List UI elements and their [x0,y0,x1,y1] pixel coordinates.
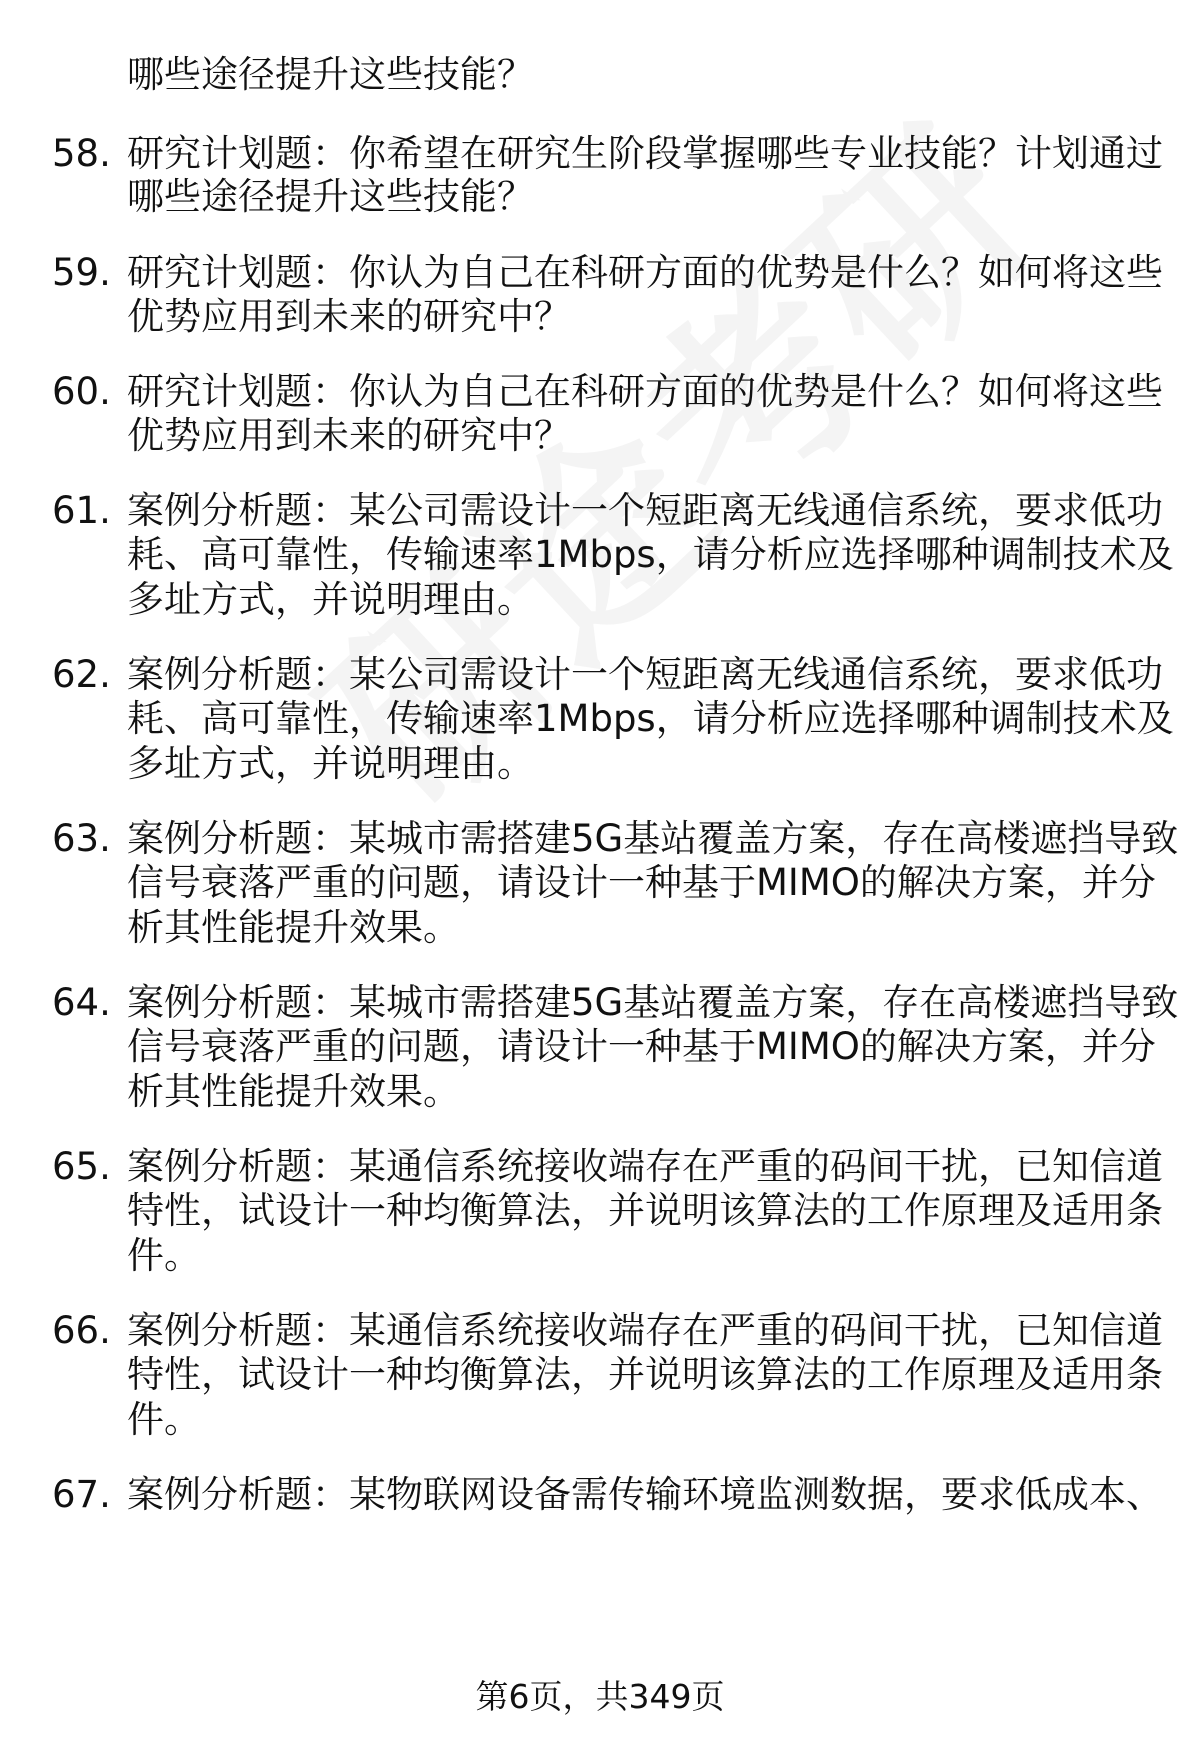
continuation-line [0,48,1200,102]
question-text: 案例分析题：某物联网设备需传输环境监测数据，要求低成本、 [127,1473,1163,1516]
question-number: 60. [52,370,111,413]
question-text: 案例分析题：某城市需搭建5G基站覆盖方案，存在高楼遮挡导致 [127,817,1179,860]
question-text: 特性，试设计一种均衡算法，并说明该算法的工作原理及适用条 [127,1189,1163,1232]
question-58-line-2 [0,170,1200,224]
question-text: 析其性能提升效果。 [127,906,460,949]
question-text: 析其性能提升效果。 [127,1070,460,1113]
question-text: 案例分析题：某公司需设计一个短距离无线通信系统，要求低功 [127,653,1163,696]
question-text: 优势应用到未来的研究中？ [127,414,571,457]
question-text: 优势应用到未来的研究中？ [127,295,571,338]
question-text: 研究计划题：你认为自己在科研方面的优势是什么？如何将这些 [127,251,1163,294]
question-text: 案例分析题：某公司需设计一个短距离无线通信系统，要求低功 [127,489,1163,532]
question-63-line-3 [0,901,1200,955]
item-text-line: 哪些途径提升这些技能？ [127,53,534,96]
question-text: 信号衰落严重的问题，请设计一种基于MIMO的解决方案，并分 [127,861,1156,904]
question-text: 特性，试设计一种均衡算法，并说明该算法的工作原理及适用条 [127,1353,1163,1396]
question-text: 研究计划题：你希望在研究生阶段掌握哪些专业技能？计划通过 [127,132,1163,175]
question-text: 多址方式，并说明理由。 [127,578,534,621]
question-text: 研究计划题：你认为自己在科研方面的优势是什么？如何将这些 [127,370,1163,413]
question-number: 66. [52,1309,111,1352]
question-65-line-3 [0,1229,1200,1283]
question-number: 58. [52,132,111,175]
question-number: 61. [52,489,111,532]
question-66-line-3 [0,1393,1200,1447]
question-number: 65. [52,1145,111,1188]
question-60-line-2 [0,409,1200,463]
page-footer: 第6页，共349页 [475,1677,725,1716]
question-text: 案例分析题：某通信系统接收端存在严重的码间干扰，已知信道 [127,1309,1163,1352]
question-text: 案例分析题：某通信系统接收端存在严重的码间干扰，已知信道 [127,1145,1163,1188]
question-text: 案例分析题：某城市需搭建5G基站覆盖方案，存在高楼遮挡导致 [127,981,1179,1024]
question-text: 耗、高可靠性，传输速率1Mbps，请分析应选择哪种调制技术及 [127,697,1174,740]
question-61-line-3 [0,573,1200,627]
question-62-line-3 [0,737,1200,791]
question-number: 67. [52,1473,111,1516]
question-number: 59. [52,251,111,294]
question-text: 信号衰落严重的问题，请设计一种基于MIMO的解决方案，并分 [127,1025,1156,1068]
question-text: 耗、高可靠性，传输速率1Mbps，请分析应选择哪种调制技术及 [127,533,1174,576]
question-text: 多址方式，并说明理由。 [127,742,534,785]
question-67-line-1 [0,1468,1200,1522]
question-59-line-2 [0,290,1200,344]
question-text: 件。 [127,1398,201,1441]
question-text: 件。 [127,1234,201,1277]
question-64-line-3 [0,1065,1200,1119]
question-number: 62. [52,653,111,696]
question-number: 64. [52,981,111,1024]
question-text: 哪些途径提升这些技能？ [127,175,534,218]
question-number: 63. [52,817,111,860]
